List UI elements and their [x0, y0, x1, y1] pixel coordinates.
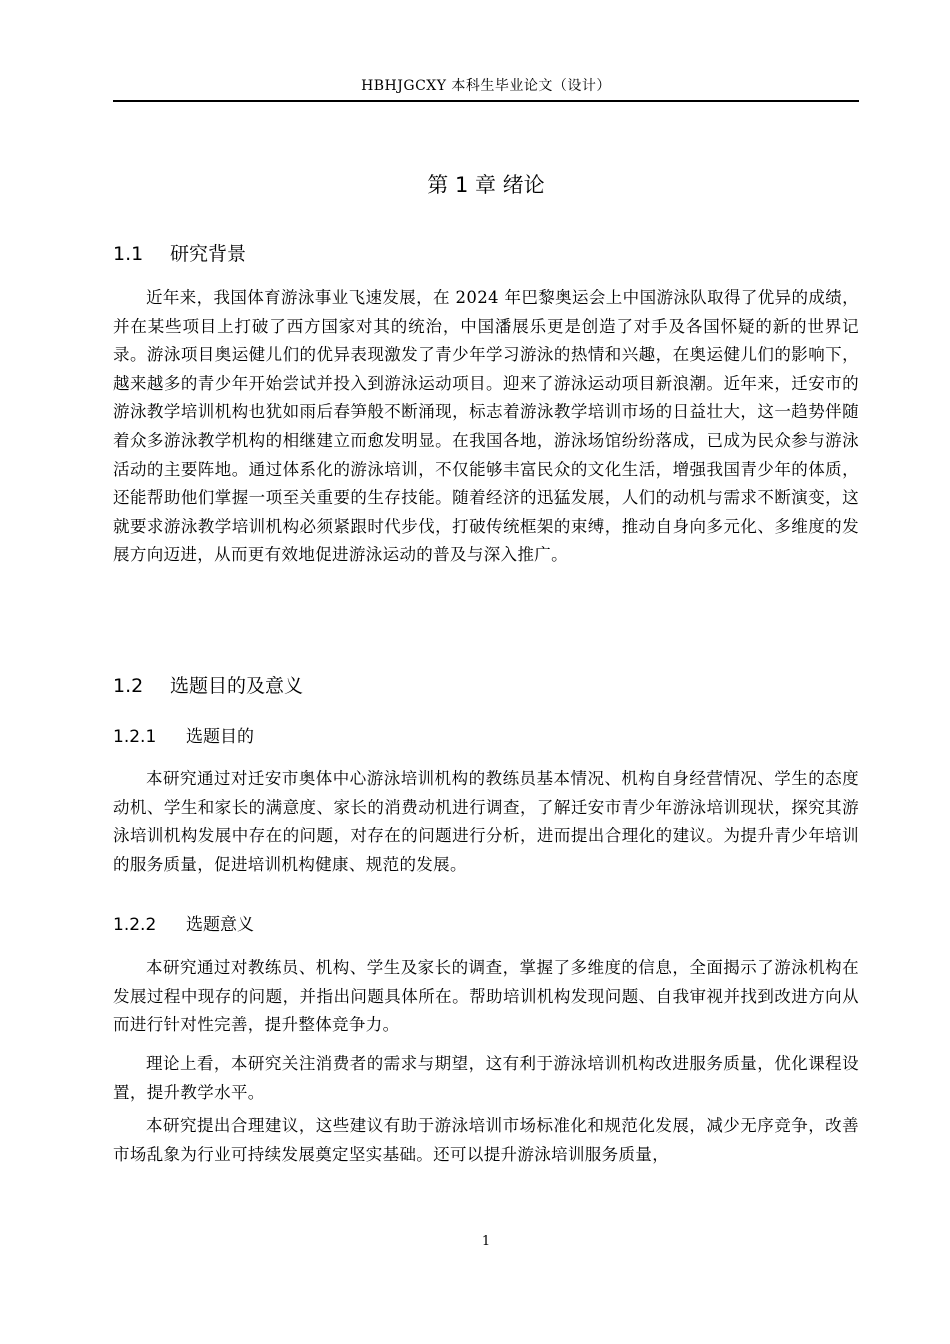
paragraph-significance-3: 本研究提出合理建议，这些建议有助于游泳培训市场标准化和规范化发展，减少无序竞争，改善市场乱象为行业可持续发展奠定坚实基础。还可以提升游泳培训服务质量， — [113, 1116, 859, 1164]
paragraph-research-purpose: 本研究通过对迁安市奥体中心游泳培训机构的教练员基本情况、机构自身经营情况、学生的态度动机、学生和家长的满意度、家长的消费动机进行调查，了解迁安市青少年游泳培训现状，探究其游泳培训机构发展中存在的问题，对存在的问题进行分析，进而提出合理化的建议。为提升青少年培训的服务质量，促进培训机构健康、规范的发展。 — [113, 769, 859, 874]
running-header: HBHJGCXY 本科生毕业论文（设计） — [361, 78, 611, 94]
section-number: 1.1 — [113, 243, 144, 265]
section-number: 1.2 — [113, 675, 144, 697]
subsection-number: 1.2.2 — [113, 915, 157, 935]
subsection-title: 选题目的 — [186, 727, 254, 747]
header-divider — [113, 100, 859, 102]
chapter-title: 第 1 章 绪论 — [427, 173, 545, 197]
section-title: 选题目的及意义 — [170, 675, 304, 697]
page-number: 1 — [481, 1234, 491, 1249]
section-title: 研究背景 — [170, 243, 247, 265]
paragraph-significance-2: 理论上看，本研究关注消费者的需求与期望，这有利于游泳培训机构改进服务质量，优化课程设置，提升教学水平。 — [113, 1054, 859, 1102]
paragraph-significance-1: 本研究通过对教练员、机构、学生及家长的调查，掌握了多维度的信息，全面揭示了游泳机构在发展过程中现存的问题，并指出问题具体所在。帮助培训机构发现问题、自我审视并找到改进方向从而进行针对性完善，提升整体竞争力。 — [113, 958, 859, 1035]
subsection-title: 选题意义 — [186, 915, 254, 935]
paragraph-research-background: 近年来，我国体育游泳事业飞速发展，在 2024 年巴黎奥运会上中国游泳队取得了优异的成绩，并在某些项目上打破了西方国家对其的统治，中国潘展乐更是创造了对手及各国怀疑的新的世界记录。游泳项目奥运健儿们的优异表现激发了青少年学习游泳的热情和兴趣，在奥运健儿们的影响下，越来越多的青少年开始尝试并投入到游泳运动项目。迎来了游泳运动项目新浪潮。近年来，迁安市的游泳教学培训机构也犹如雨后春笋般不断涌现，标志着游泳教学培训市场的日益壮大，这一趋势伴随着众多游泳教学机构的相继建立而愈发明显。在我国各地，游泳场馆纷纷落成，已成为民众参与游泳活动的主要阵地。通过体系化的游泳培训，不仅能够丰富民众的文化生活，增强我国青少年的体质，还能帮助他们掌握一项至关重要的生存技能。随着经济的迅猛发展，人们的动机与需求不断演变，这就要求游泳教学培训机构必须紧跟时代步伐，打破传统框架的束缚，推动自身向多元化、多维度的发展方向迈进，从而更有效地促进游泳运动的普及与深入推广。 — [113, 288, 859, 565]
subsection-heading-1-2-1 — [113, 725, 254, 749]
section-heading-1-2 — [113, 673, 303, 699]
subsection-number: 1.2.1 — [113, 727, 157, 747]
subsection-heading-1-2-2 — [113, 913, 254, 937]
section-heading-1-1 — [113, 241, 246, 267]
